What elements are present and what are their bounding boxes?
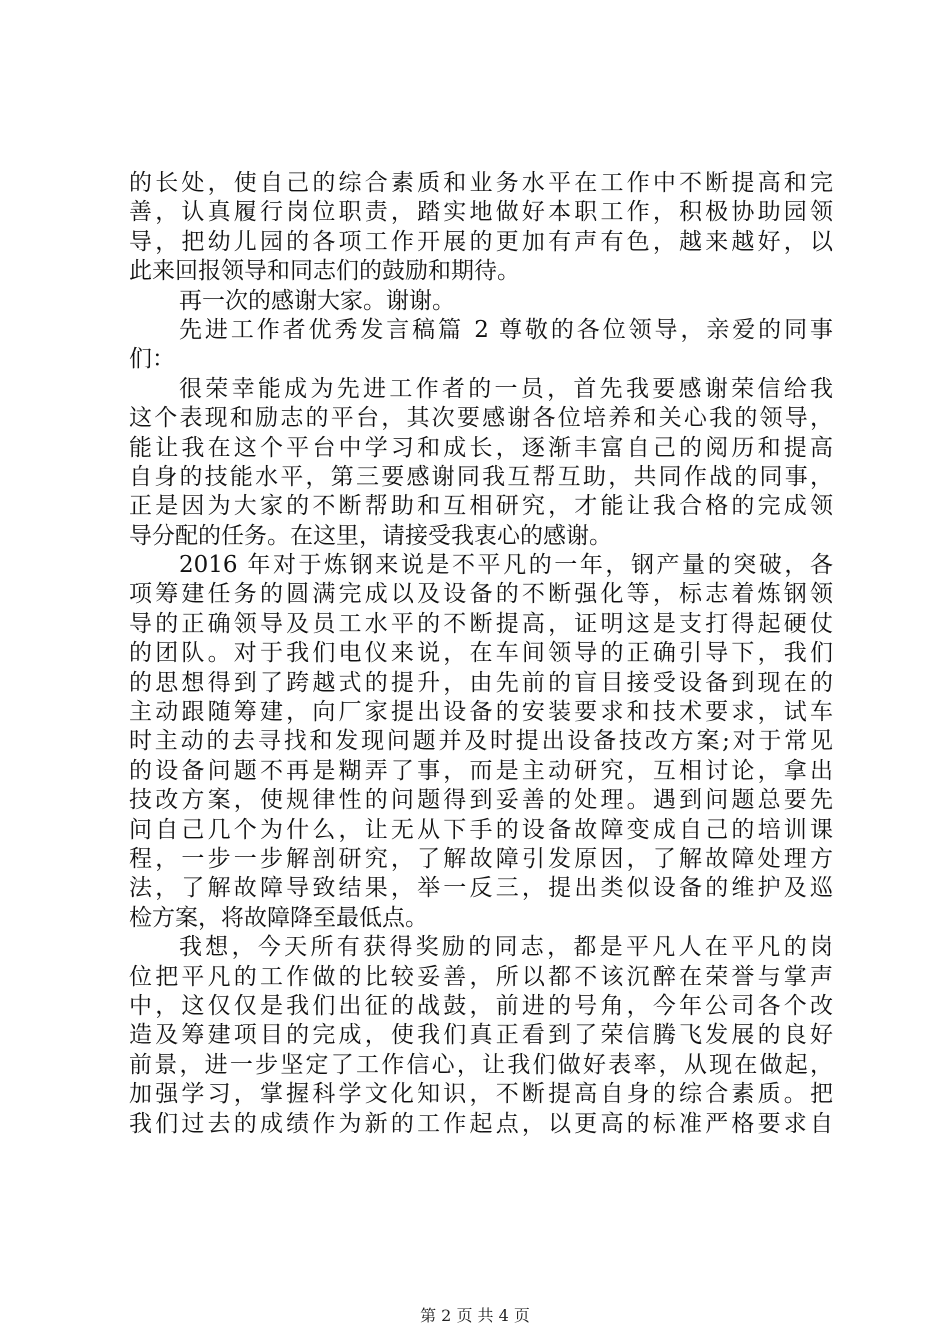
text-line: 的长处，使自己的综合素质和业务水平在工作中不断提高和完 <box>129 170 833 196</box>
text-line: 先进工作者优秀发言稿篇 2 尊敬的各位领导，亲爱的同事 <box>179 316 833 343</box>
text-line: 的思想得到了跨越式的提升，由先前的盲目接受设备到现在的 <box>129 669 833 696</box>
text-line: 问自己几个为什么，让无从下手的设备故障变成自己的培训课 <box>129 816 833 843</box>
text-line: 导的正确领导及员工水平的不断提高，证明这是支打得起硬仗 <box>129 610 833 637</box>
text-line: 此来回报领导和同志们的鼓励和期待。 <box>129 258 520 285</box>
text-line: 正是因为大家的不断帮助和互相研究，才能让我合格的完成领 <box>129 493 833 520</box>
text-line: 中，这仅仅是我们出征的战鼓，前进的号角，今年公司各个改 <box>129 992 833 1019</box>
text-line: 程，一步一步解剖研究，了解故障引发原因，了解故障处理方 <box>129 845 833 872</box>
text-line: 自身的技能水平，第三要感谢同我互帮互助，共同作战的同事， <box>129 463 833 490</box>
text-line: 这个表现和励志的平台，其次要感谢各位培养和关心我的领导， <box>129 405 833 432</box>
text-line: 2016 年对于炼钢来说是不平凡的一年，钢产量的突破，各 <box>179 552 833 579</box>
text-line: 善，认真履行岗位职责，踏实地做好本职工作，积极协助园领 <box>129 199 833 226</box>
text-line: 的设备问题不再是糊弄了事，而是主动研究，互相讨论，拿出 <box>129 757 833 784</box>
text-line: 项筹建任务的圆满完成以及设备的不断强化等，标志着炼钢领 <box>129 581 833 608</box>
text-line: 们： <box>129 346 175 373</box>
text-line: 的团队。对于我们电仪来说，在车间领导的正确引导下，我们 <box>129 640 833 667</box>
text-line: 很荣幸能成为先进工作者的一员，首先我要感谢荣信给我 <box>179 375 833 402</box>
text-line: 导，把幼儿园的各项工作开展的更加有声有色，越来越好，以 <box>129 228 833 255</box>
text-line: 时主动的去寻找和发现问题并及时提出设备技改方案;对于常见 <box>129 728 833 755</box>
text-line: 能让我在这个平台中学习和成长，逐渐丰富自己的阅历和提高 <box>129 434 833 461</box>
text-line: 前景，进一步坚定了工作信心，让我们做好表率，从现在做起， <box>129 1051 833 1078</box>
text-line: 法，了解故障导致结果，举一反三，提出类似设备的维护及巡 <box>129 875 833 902</box>
text-line: 我想，今天所有获得奖励的同志，都是平凡人在平凡的岗 <box>179 934 833 961</box>
text-line: 导分配的任务。在这里，请接受我衷心的感谢。 <box>129 522 612 549</box>
text-line: 加强学习，掌握科学文化知识，不断提高自身的综合素质。把 <box>129 1081 833 1108</box>
text-line: 技改方案，使规律性的问题得到妥善的处理。遇到问题总要先 <box>129 787 833 814</box>
text-line: 我们过去的成绩作为新的工作起点，以更高的标准严格要求自 <box>129 1110 833 1137</box>
document-body <box>129 169 833 1139</box>
text-line: 位把平凡的工作做的比较妥善，所以都不该沉醉在荣誉与掌声 <box>129 963 833 990</box>
text-line: 主动跟随筹建，向厂家提出设备的安装要求和技术要求，试车 <box>129 699 833 726</box>
text-line: 造及筹建项目的完成，使我们真正看到了荣信腾飞发展的良好 <box>129 1022 833 1049</box>
page-footer: 第 2 页 共 4 页 <box>420 1306 530 1325</box>
text-line: 再一次的感谢大家。谢谢。 <box>179 287 455 314</box>
text-line: 检方案，将故障降至最低点。 <box>129 904 428 931</box>
